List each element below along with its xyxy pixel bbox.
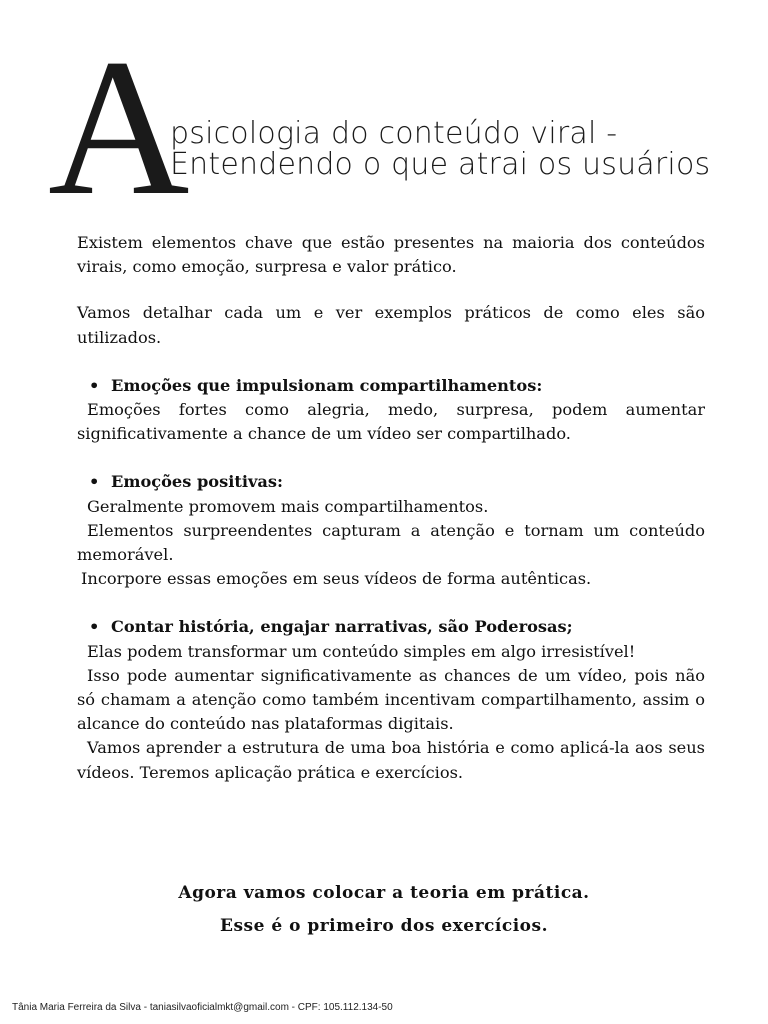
section-2-line-3: Incorpore essas emoções em seus vídeos de forma autênticas. xyxy=(81,569,592,589)
document-body xyxy=(77,231,705,785)
section-heading-positive-emotions xyxy=(77,470,705,494)
intro-paragraph-2: Vamos detalhar cada um e ver exemplos práticos de como eles são utilizados. xyxy=(77,303,705,347)
section-3-line-3: Vamos aprender a estrutura de uma boa história e como aplicá-la aos seus vídeos. Teremos aplicação prática e exercícios. xyxy=(77,738,705,782)
bullet-icon: • xyxy=(89,375,100,395)
section-heading-storytelling xyxy=(77,615,705,639)
footer-credit: Tânia Maria Ferreira da Silva - taniasilvaoficialmkt@gmail.com - CPF: 105.112.134-50 xyxy=(12,1002,393,1013)
section-3-line-2: Isso pode aumentar significativamente as chances de um vídeo, pois não só chamam a atenção como também incentivam compartilhamento, assim o alcance do conteúdo nas plataformas digitais. xyxy=(77,665,705,734)
closing-line-2: Esse é o primeiro dos exercícios. xyxy=(220,916,548,936)
bullet-icon: • xyxy=(89,617,100,637)
title-line-1: psicologia do conteúdo viral - xyxy=(170,116,618,151)
section-2-line-1: Geralmente promovem mais compartilhamentos. xyxy=(87,496,489,516)
intro-paragraph-1: Existem elementos chave que estão presentes na maioria dos conteúdos virais, como emoção, surpresa e valor prático. xyxy=(77,233,705,277)
page-title xyxy=(0,0,768,236)
section-heading-text: Emoções que impulsionam compartilhamentos: xyxy=(111,375,543,395)
section-2-line-2: Elementos surpreendentes capturam a atenção e tornam um conteúdo memorável. xyxy=(77,520,705,565)
title-line-2: Entendendo o que atrai os usuários xyxy=(170,147,711,182)
section-heading-text: Contar história, engajar narrativas, são Poderosas; xyxy=(111,617,573,637)
section-1-paragraph: Emoções fortes como alegria, medo, surpresa, podem aumentar significativamente a chance de um vídeo ser compartilhado. xyxy=(77,400,705,444)
title-drop-cap: A xyxy=(48,19,186,236)
section-heading-text: Emoções positivas: xyxy=(111,472,283,492)
section-3-line-1: Elas podem transformar um conteúdo simples em algo irresistível! xyxy=(87,641,636,661)
section-heading-emotions-sharing xyxy=(77,374,705,398)
bullet-icon: • xyxy=(89,472,100,492)
closing-callout xyxy=(0,877,768,943)
closing-line-1: Agora vamos colocar a teoria em prática. xyxy=(178,883,590,903)
